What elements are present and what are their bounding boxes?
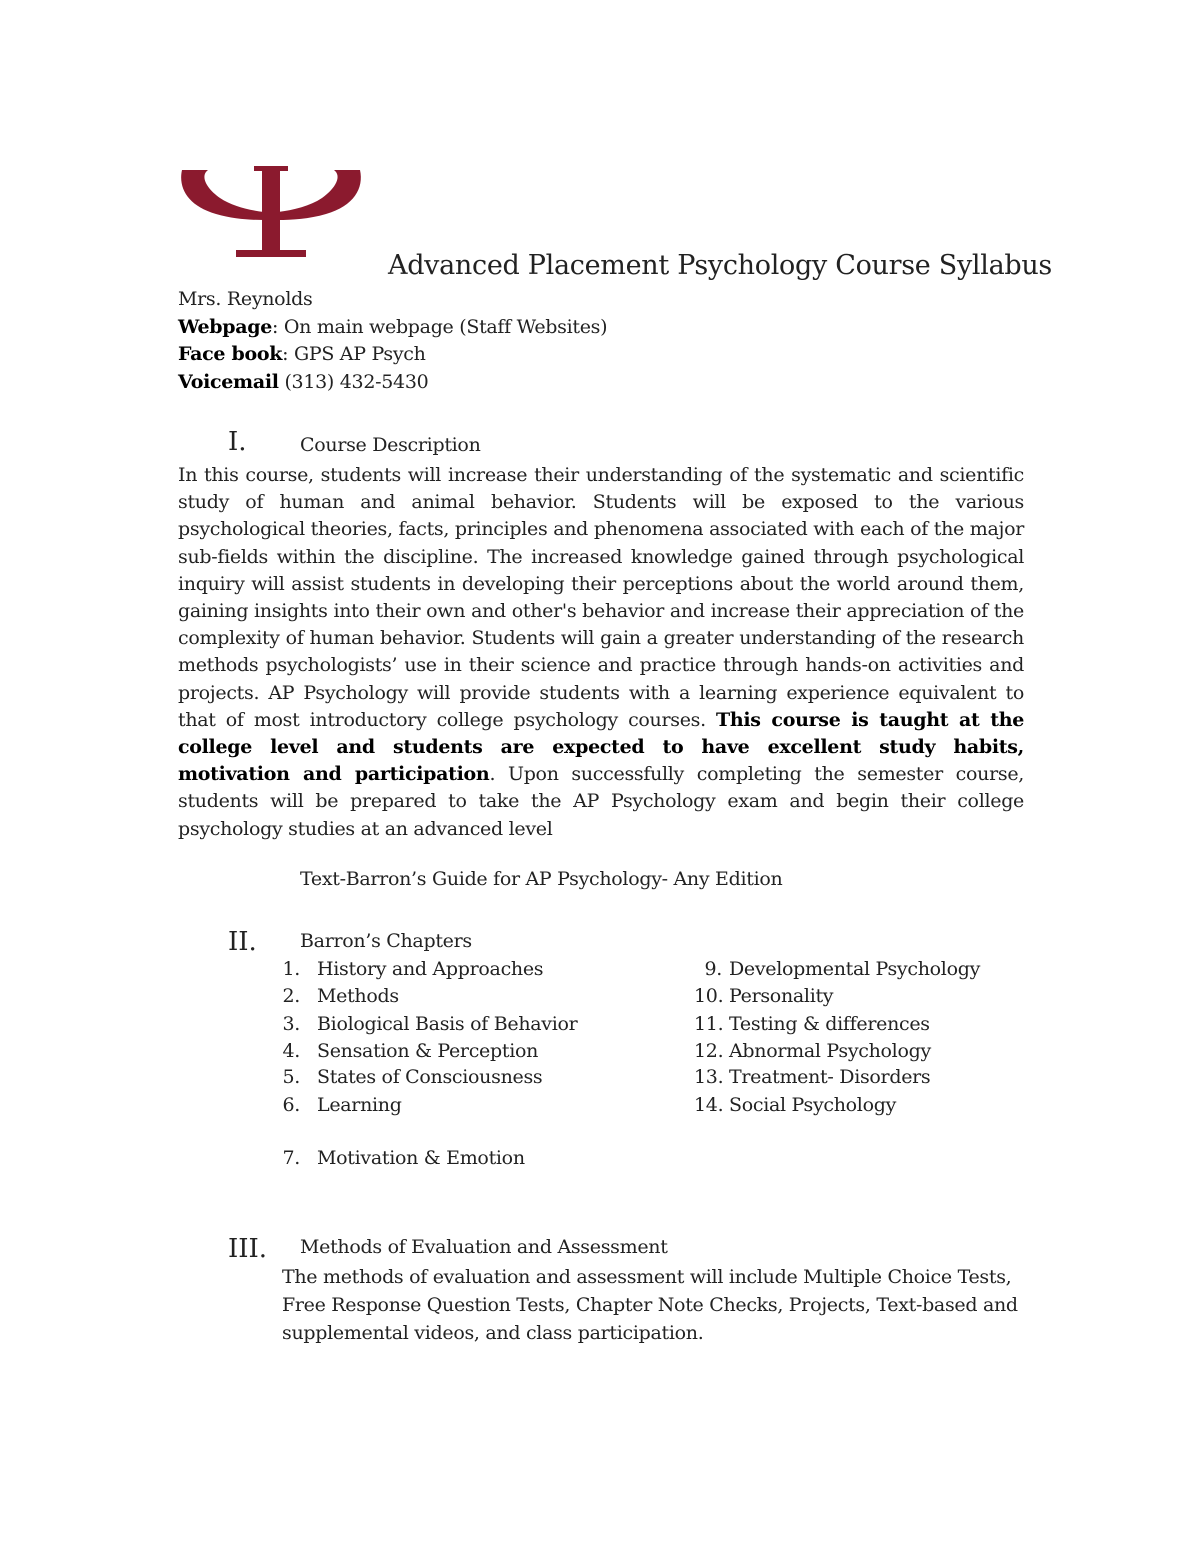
chapter-item: 11. Testing & differences: [694, 1013, 930, 1035]
chapter-item: 14. Social Psychology: [694, 1094, 897, 1116]
evaluation-description: The methods of evaluation and assessment will include Multiple Choice Tests, Free Response Question Tests, Chapter Note Checks, Projects, Text-based and supplemental videos, and class participation.: [282, 1266, 1018, 1344]
chapter-item: 5. States of Consciousness: [282, 1066, 543, 1088]
description-part-1: In this course, students will increase their understanding of the systematic and scientific study of human and animal behavior. Students will be exposed to the various psychological theories, facts, principles and phenomena associated with each of the major sub-fields within the discipline. The increased knowledge gained through psychological inquiry will assist students in developing their perceptions about the world around them, gaining insights into their own and other's behavior and increase their appreciation of the complexity of human behavior. Students will gain a greater understanding of the research methods psychologists’ use in their science and practice through hands-on activities and projects. AP Psychology will provide students with a learning experience equivalent to that of most introductory college psychology courses.: [178, 464, 1024, 731]
psi-logo-icon: [178, 166, 364, 258]
chapter-item: 13. Treatment- Disorders: [694, 1066, 931, 1088]
description-part-2: . Upon successfully completing the semester course, students will be prepared to take the AP Psychology exam and begin their college psychology studies at an advanced level: [178, 763, 1024, 840]
section-2-numeral: II.: [228, 927, 257, 957]
voicemail-label: Voicemail: [178, 370, 279, 393]
webpage-line: [178, 314, 607, 342]
textbook-line: Text-Barron’s Guide for AP Psychology- Any Edition: [300, 868, 783, 890]
section-1-heading: Course Description: [300, 434, 481, 456]
chapter-item: 2. Methods: [282, 985, 399, 1007]
chapter-item: 9. Developmental Psychology: [704, 958, 980, 980]
chapter-item: 12. Abnormal Psychology: [694, 1040, 931, 1062]
chapter-item: 4. Sensation & Perception: [282, 1040, 539, 1062]
chapter-item: 3. Biological Basis of Behavior: [282, 1013, 578, 1035]
chapter-item: 6. Learning: [282, 1094, 402, 1116]
facebook-line: [178, 341, 607, 369]
facebook-label: Face book: [178, 343, 283, 365]
facebook-value: : GPS AP Psych: [282, 343, 426, 365]
course-description: [178, 462, 1024, 843]
page-title: Advanced Placement Psychology Course Syllabus: [388, 250, 1052, 281]
section-3-numeral: III.: [228, 1234, 268, 1264]
chapter-item: 10. Personality: [694, 985, 834, 1007]
chapter-item: 1. History and Approaches: [282, 958, 544, 980]
contact-block: [178, 286, 607, 396]
webpage-value: : On main webpage (Staff Websites): [272, 315, 608, 338]
section-2-heading: Barron’s Chapters: [300, 930, 472, 952]
section-3-heading: Methods of Evaluation and Assessment: [300, 1236, 668, 1258]
webpage-label: Webpage: [178, 315, 273, 338]
section-1-numeral: I.: [228, 427, 247, 457]
voicemail-line: [178, 369, 607, 397]
description-bold: This course is taught at the college level and students are expected to have excellent study habits, motivation and participation: [178, 708, 1024, 786]
chapter-item: 7. Motivation & Emotion: [282, 1147, 525, 1169]
teacher-name: Mrs. Reynolds: [178, 288, 313, 310]
voicemail-value: (313) 432-5430: [278, 370, 429, 393]
